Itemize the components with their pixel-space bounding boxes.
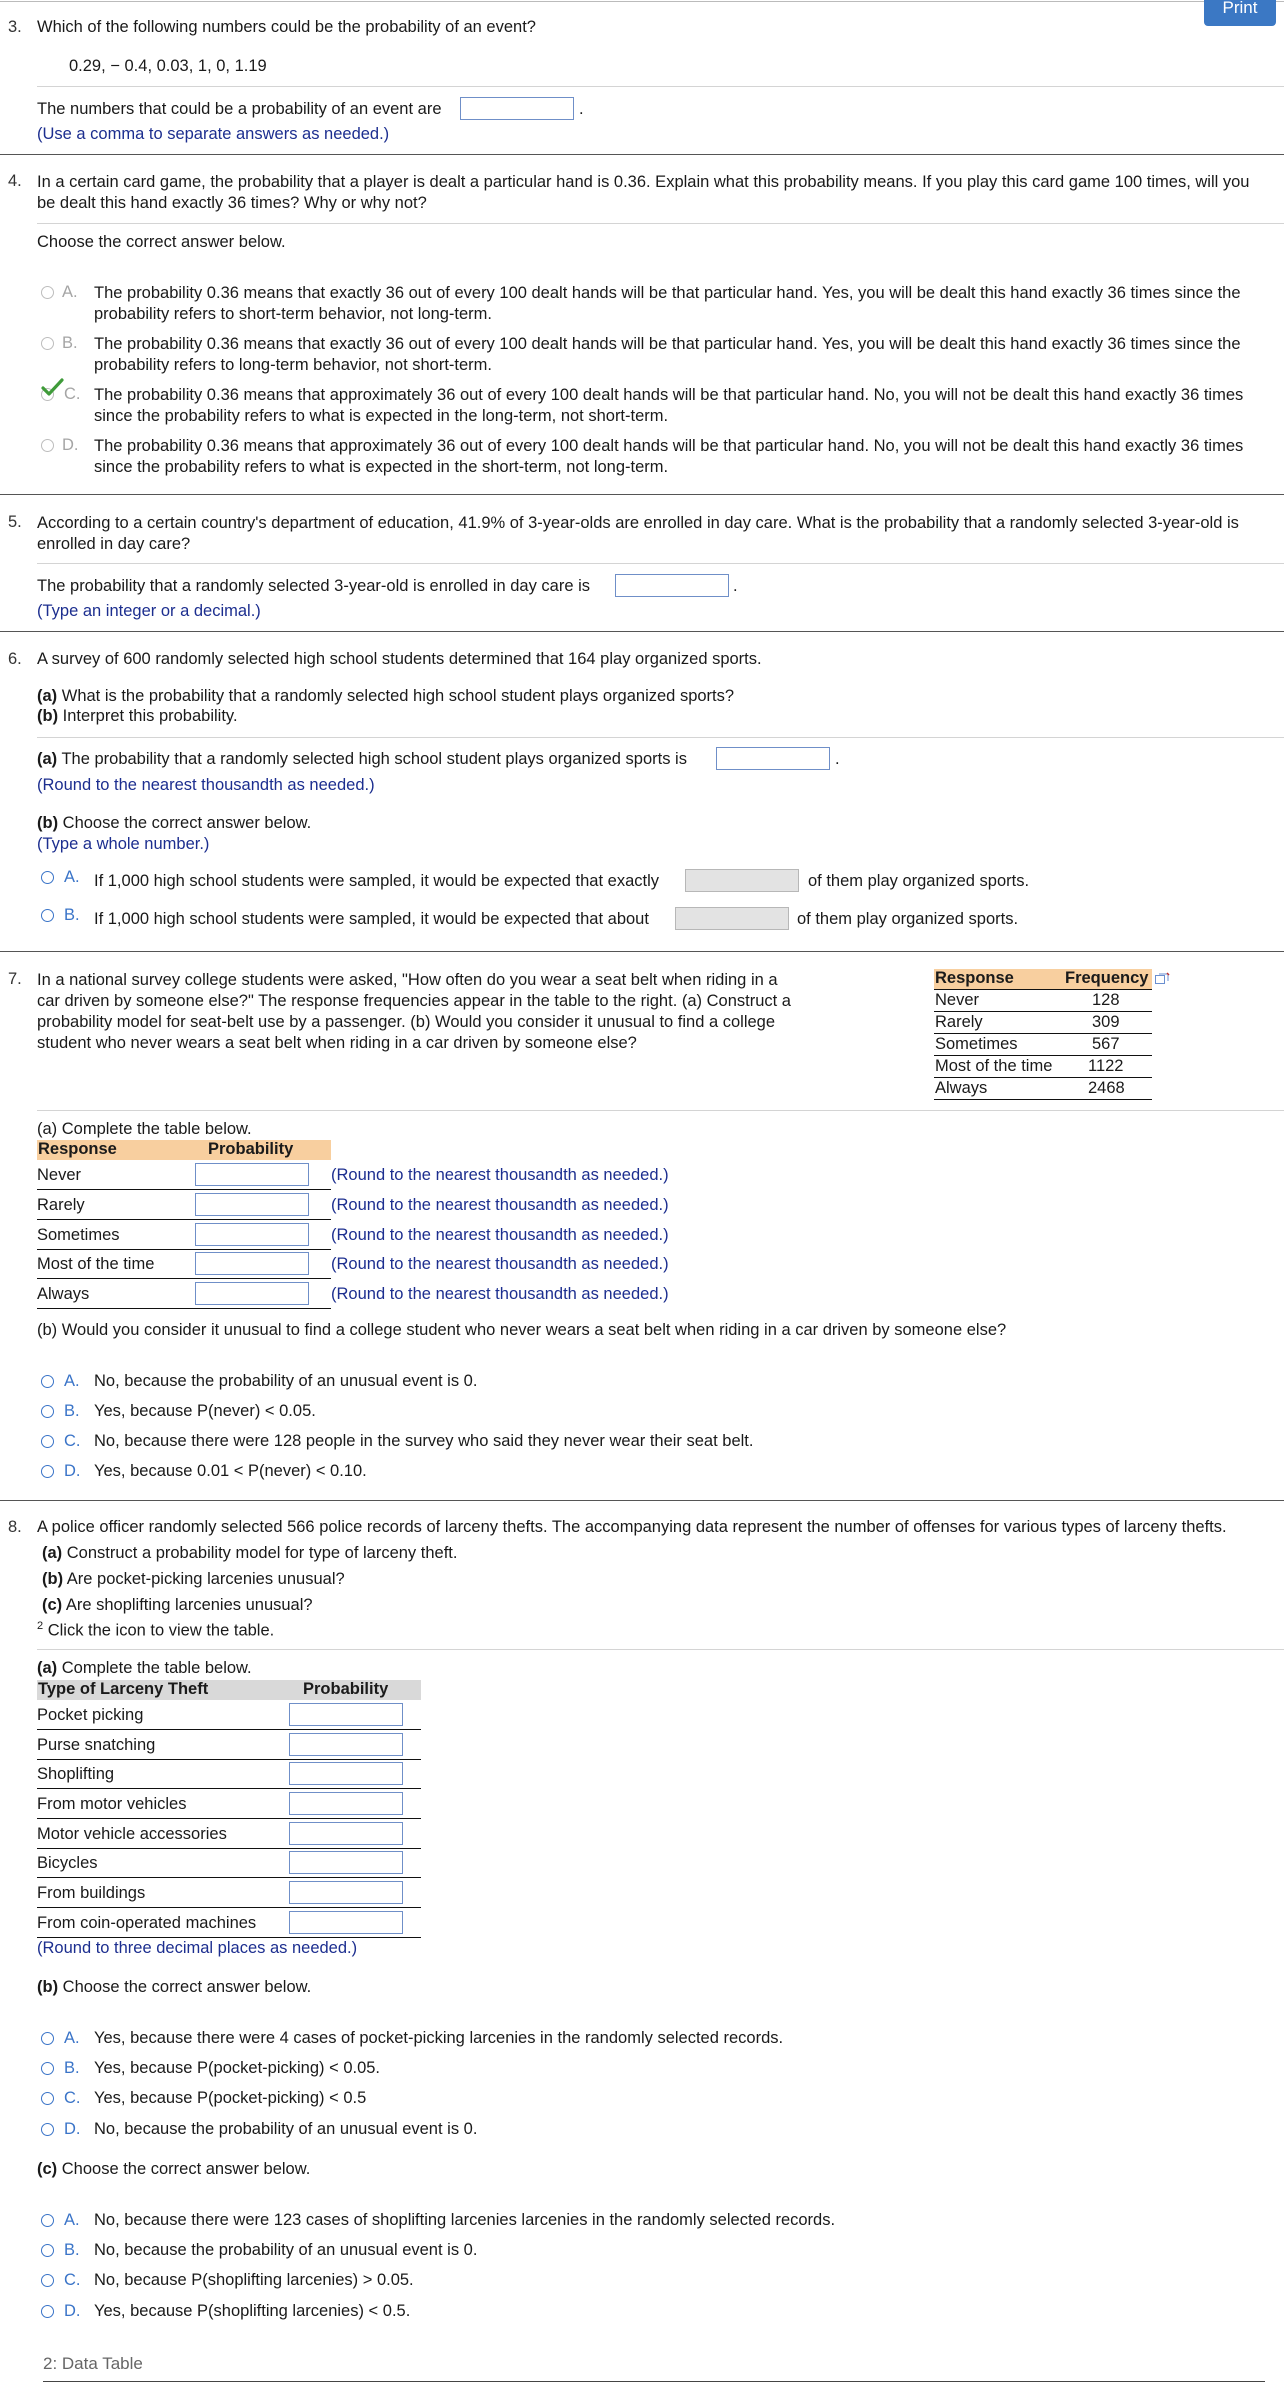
table-cell: 1122	[1088, 1057, 1124, 1075]
question-text: In a national survey college students were asked, "How often do you wear a seat belt when riding in a car driven by someone else?" The response frequencies appear in the table to the right. (a) Construct a probability model for seat-belt use by a passenger. (b) Would you consider it unusual to find a college student who never wears a seat belt when riding in a car driven by someone else?	[37, 971, 791, 1052]
radio-option-b[interactable]	[41, 2062, 54, 2075]
top-divider	[0, 1, 1284, 2]
radio-option-d[interactable]	[41, 1465, 54, 1478]
print-button[interactable]: Print	[1204, 0, 1276, 26]
radio-option-d[interactable]	[41, 2123, 54, 2136]
option-d-text: The probability 0.36 means that approximately 36 out of every 100 dealt hands will be that particular hand. No, you will not be dealt this hand exactly 36 times since the probability refers to what is expected in the short-term, not long-term.	[94, 437, 1244, 476]
copy-icon[interactable]	[1155, 972, 1170, 985]
answer-b-prompt: (b) Choose the correct answer below.	[37, 814, 312, 832]
header-response: Response	[38, 1140, 117, 1158]
question-number: 7.	[8, 970, 22, 988]
row-border	[934, 1033, 1152, 1034]
row-border	[37, 1848, 421, 1849]
answer-a-input[interactable]	[716, 747, 830, 770]
option-c-text: No, because there were 128 people in the survey who said they never wear their seat belt.	[94, 1432, 754, 1450]
probability-input[interactable]	[195, 1282, 309, 1305]
probability-input[interactable]	[289, 1911, 403, 1934]
probability-input[interactable]	[289, 1733, 403, 1756]
question-separator	[0, 154, 1284, 155]
question-separator	[0, 494, 1284, 495]
option-d-text: Yes, because P(shoplifting larcenies) < 0.5.	[94, 2302, 411, 2320]
row-border	[37, 1937, 421, 1938]
table-cell: Never	[935, 991, 980, 1009]
row-border	[934, 1011, 1152, 1012]
table-cell: 128	[1092, 991, 1120, 1009]
hint: (Round to the nearest thousandth as needed.)	[331, 1226, 669, 1244]
divider	[37, 737, 1284, 738]
option-letter: D.	[64, 2120, 81, 2138]
option-c-text: Yes, because P(pocket-picking) < 0.5	[94, 2089, 367, 2107]
row-label: Rarely	[37, 1196, 85, 1214]
option-letter: D.	[62, 436, 79, 454]
row-label: Shoplifting	[37, 1765, 115, 1783]
option-letter: A.	[62, 283, 78, 301]
row-label: From buildings	[37, 1884, 146, 1902]
option-letter: C.	[64, 2271, 81, 2289]
row-label: Pocket picking	[37, 1706, 144, 1724]
row-label: Never	[37, 1166, 82, 1184]
table-cell: Sometimes	[935, 1035, 1018, 1053]
radio-option-b[interactable]	[41, 1405, 54, 1418]
period: .	[579, 100, 584, 118]
probability-input[interactable]	[195, 1193, 309, 1216]
sub-question-a: (a) Construct a probability model for type of larceny theft.	[42, 1544, 458, 1562]
radio-option-c[interactable]	[41, 1435, 54, 1448]
part-c-prompt: (c) Choose the correct answer below.	[37, 2160, 311, 2178]
row-label: Sometimes	[37, 1226, 120, 1244]
period: .	[733, 577, 738, 595]
probability-input[interactable]	[289, 1851, 403, 1874]
answer-prompt: Choose the correct answer below.	[37, 233, 286, 251]
option-a-text: If 1,000 high school students were sampled, it would be expected that exactly	[94, 872, 660, 890]
row-border	[37, 1308, 331, 1309]
option-letter: D.	[64, 2302, 81, 2320]
answer-input[interactable]	[460, 97, 574, 120]
radio-option-a[interactable]	[41, 2214, 54, 2227]
question-number: 5.	[8, 513, 22, 531]
table-cell: 567	[1092, 1035, 1120, 1053]
option-a-text: No, because there were 123 cases of shoplifting larcenies larcenies in the randomly selected records.	[94, 2211, 836, 2229]
header-response: Response	[935, 969, 1014, 987]
radio-option-d[interactable]	[41, 439, 54, 452]
question-separator	[0, 631, 1284, 632]
probability-input[interactable]	[289, 1762, 403, 1785]
row-border	[37, 1818, 421, 1819]
option-letter: C.	[64, 1432, 81, 1450]
divider	[37, 563, 1284, 564]
question-text: A survey of 600 randomly selected high school students determined that 164 play organized sports.	[37, 650, 762, 668]
option-a-text: The probability 0.36 means that exactly 36 out of every 100 dealt hands will be that particular hand. Yes, you will be dealt this hand exactly 36 times since the probability refers to short-term behavior, not long-term.	[94, 284, 1241, 323]
row-border	[37, 1907, 421, 1908]
row-label: Motor vehicle accessories	[37, 1825, 227, 1843]
option-letter: C.	[64, 385, 81, 403]
hint: (Type an integer or a decimal.)	[37, 602, 261, 620]
probability-input[interactable]	[195, 1163, 309, 1186]
hint: (Round to the nearest thousandth as needed.)	[331, 1255, 669, 1273]
row-border	[37, 1759, 421, 1760]
row-border	[934, 1077, 1152, 1078]
option-c-text: The probability 0.36 means that approximately 36 out of every 100 dealt hands will be that particular hand. No, you will not be dealt this hand exactly 36 times since the probability refers to what is expected in the long-term, not short-term.	[94, 386, 1244, 425]
table-cell: Always	[935, 1079, 988, 1097]
radio-option-a[interactable]	[41, 286, 54, 299]
option-letter: B.	[64, 2241, 80, 2259]
part-a-prompt: (a) Complete the table below.	[37, 1659, 252, 1677]
table-cell: 309	[1092, 1013, 1120, 1031]
radio-option-a[interactable]	[41, 871, 54, 884]
header-type: Type of Larceny Theft	[38, 1680, 209, 1698]
option-b-input[interactable]	[675, 907, 789, 930]
answer-prompt: The numbers that could be a probability of an event are	[37, 100, 442, 118]
table-cell: 2468	[1088, 1079, 1125, 1097]
row-border	[37, 1729, 421, 1730]
divider	[37, 223, 1284, 224]
table-cell: Most of the time	[935, 1057, 1053, 1075]
answer-prompt: The probability that a randomly selected 3-year-old is enrolled in day care is	[37, 577, 591, 595]
option-letter: A.	[64, 2211, 80, 2229]
option-d-text: Yes, because 0.01 < P(never) < 0.10.	[94, 1462, 367, 1480]
probability-input[interactable]	[195, 1223, 309, 1246]
option-b-text: If 1,000 high school students were sampled, it would be expected that about	[94, 910, 649, 928]
answer-a-prompt: (a) The probability that a randomly selected high school student plays organized sports is	[37, 750, 687, 768]
header-probability: Probability	[208, 1140, 294, 1158]
row-border	[37, 1219, 331, 1220]
radio-option-d[interactable]	[41, 2305, 54, 2318]
hint-a: (Round to the nearest thousandth as needed.)	[37, 776, 375, 794]
option-letter: B.	[64, 2059, 80, 2077]
part-b-question: (b) Interpret this probability.	[37, 707, 238, 725]
option-b-text: The probability 0.36 means that exactly 36 out of every 100 dealt hands will be that particular hand. Yes, you will be dealt this hand exactly 36 times since the probability refers to long-term behavior, not short-term.	[94, 335, 1241, 374]
option-b-suffix: of them play organized sports.	[797, 910, 1019, 928]
probability-input[interactable]	[289, 1822, 403, 1845]
row-border	[934, 1055, 1152, 1056]
answer-input[interactable]	[615, 574, 729, 597]
row-label: From coin-operated machines	[37, 1914, 257, 1932]
option-a-suffix: of them play organized sports.	[808, 872, 1030, 890]
probability-input[interactable]	[289, 1703, 403, 1726]
hint: (Round to the nearest thousandth as needed.)	[331, 1166, 669, 1184]
hint: (Round to the nearest thousandth as needed.)	[331, 1285, 669, 1303]
hint: (Use a comma to separate answers as needed.)	[37, 125, 390, 143]
row-border	[37, 1278, 331, 1279]
radio-option-b[interactable]	[41, 337, 54, 350]
radio-option-c[interactable]	[41, 2092, 54, 2105]
hint: (Round to the nearest thousandth as needed.)	[331, 1196, 669, 1214]
question-number: 3.	[8, 18, 22, 36]
divider	[37, 1649, 1284, 1650]
option-b-text: Yes, because P(pocket-picking) < 0.05.	[94, 2059, 381, 2077]
row-label: From motor vehicles	[37, 1795, 187, 1813]
question-text: Which of the following numbers could be the probability of an event?	[37, 18, 536, 36]
checkmark-icon	[41, 378, 65, 398]
probability-input[interactable]	[289, 1792, 403, 1815]
row-label: Always	[37, 1285, 90, 1303]
question-text: According to a certain country's department of education, 41.9% of 3-year-olds are enrolled in day care. What is the probability that a randomly selected 3-year-old is enrolled in day care?	[37, 514, 1239, 553]
radio-option-c[interactable]	[41, 2274, 54, 2287]
part-b-prompt: (b) Choose the correct answer below.	[37, 1978, 312, 1996]
footnote-link[interactable]: $^2$ Click the icon to view the table.	[37, 1620, 275, 1640]
radio-option-b[interactable]	[41, 2244, 54, 2257]
question-text: In a certain card game, the probability that a player is dealt a particular hand is 0.36. Explain what this probability means. If you play this card game 100 times, will you be dealt this hand exactly 36 times? Why or why not?	[37, 173, 1250, 212]
part-b-prompt: (b) Would you consider it unusual to find a college student who never wears a seat belt when riding in a car driven by someone else?	[37, 1321, 1007, 1339]
option-letter: A.	[64, 868, 80, 886]
row-border	[934, 1099, 1152, 1100]
row-border	[37, 1788, 421, 1789]
row-border	[37, 1877, 421, 1878]
data-table-caption: 2: Data Table	[43, 2354, 143, 2373]
option-letter: A.	[64, 2029, 80, 2047]
radio-option-a[interactable]	[41, 2032, 54, 2045]
divider	[37, 1110, 1284, 1111]
part-a-question: (a) What is the probability that a randomly selected high school student plays organized sports?	[37, 687, 735, 705]
hint-b: (Type a whole number.)	[37, 835, 210, 853]
probability-input[interactable]	[195, 1252, 309, 1275]
row-label: Bicycles	[37, 1854, 98, 1872]
question-separator	[0, 1500, 1284, 1501]
question-number: 8.	[8, 1518, 22, 1536]
option-c-text: No, because P(shoplifting larcenies) > 0.05.	[94, 2271, 414, 2289]
option-d-text: No, because the probability of an unusual event is 0.	[94, 2120, 478, 2138]
radio-option-b[interactable]	[41, 909, 54, 922]
header-frequency: Frequency	[1065, 969, 1149, 987]
period: .	[835, 750, 840, 768]
option-a-input[interactable]	[685, 869, 799, 892]
question-text: A police officer randomly selected 566 police records of larceny thefts. The accompanying data represent the number of offenses for various types of larceny thefts.	[37, 1518, 1227, 1536]
sub-question-b: (b) Are pocket-picking larcenies unusual?	[42, 1570, 345, 1588]
option-letter: A.	[64, 1372, 80, 1390]
divider	[37, 86, 1284, 87]
option-letter: D.	[64, 1462, 81, 1480]
option-a-text: Yes, because there were 4 cases of pocket-picking larcenies in the randomly selected records.	[94, 2029, 784, 2047]
probability-input[interactable]	[289, 1881, 403, 1904]
option-letter: B.	[64, 1402, 80, 1420]
header-probability: Probability	[303, 1680, 389, 1698]
row-label: Purse snatching	[37, 1736, 156, 1754]
option-b-text: Yes, because P(never) < 0.05.	[94, 1402, 316, 1420]
question-separator	[0, 951, 1284, 952]
footer-line	[43, 2381, 1265, 2382]
option-letter: B.	[64, 906, 80, 924]
hint-a: (Round to three decimal places as needed.)	[37, 1939, 358, 1957]
sub-question-c: (c) Are shoplifting larcenies unusual?	[42, 1596, 313, 1614]
radio-option-a[interactable]	[41, 1375, 54, 1388]
row-border	[37, 1189, 331, 1190]
option-a-text: No, because the probability of an unusual event is 0.	[94, 1372, 478, 1390]
row-label: Most of the time	[37, 1255, 155, 1273]
option-letter: C.	[64, 2089, 81, 2107]
row-border	[934, 989, 1152, 990]
number-list: 0.29, − 0.4, 0.03, 1, 0, 1.19	[69, 57, 267, 75]
part-a-prompt: (a) Complete the table below.	[37, 1120, 252, 1138]
question-number: 6.	[8, 650, 22, 668]
row-border	[37, 1249, 331, 1250]
option-letter: B.	[62, 334, 78, 352]
option-b-text: No, because the probability of an unusual event is 0.	[94, 2241, 478, 2259]
question-number: 4.	[8, 172, 22, 190]
table-cell: Rarely	[935, 1013, 983, 1031]
